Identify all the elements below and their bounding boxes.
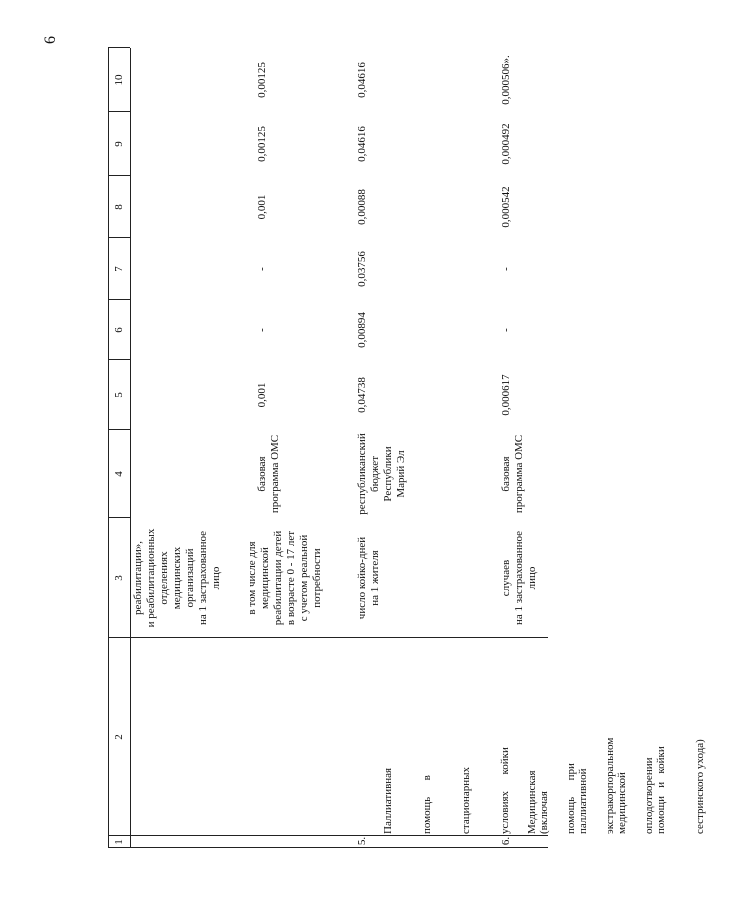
text-line: программа ОМС [513,434,525,514]
text-line: Паллиативная [382,767,394,834]
row-6-col5: 0,000617 [500,374,512,416]
text-line: организаций [184,548,196,608]
text-line: сестринского ухода) [694,739,706,834]
rotated-table [108,48,706,848]
text-line: на 1 застрахованное [513,531,525,626]
text-line: медицинских [171,546,183,610]
text-line: с учетом реальной [298,534,310,622]
text-line: республиканский [356,433,368,515]
text-line: паллиативной [577,768,589,834]
row-children-col5: 0,001 [256,382,268,408]
row-5-col5: 0,04738 [356,377,368,413]
text-line: (включая [538,791,550,834]
header-cell-1: 1 [113,839,125,845]
row-children-col6: - [256,328,268,332]
col-divider [108,835,548,836]
text-line: в возрасте 0 - 17 лет [285,530,297,626]
header-bottom-border [130,48,131,848]
text-line: лицо [526,566,538,590]
continuation-text [132,518,223,638]
row-children-source [256,430,282,518]
text-line: лицо [210,566,222,590]
header-cell-4: 4 [113,471,125,477]
text-line: на 1 жителя [369,550,381,606]
text-line: условиях койки [499,747,511,834]
header-cell-7: 7 [113,266,125,272]
text-line: базовая [500,456,512,492]
row-5-source [356,430,408,518]
page-number: 6 [42,36,59,44]
row-6-source [500,430,526,518]
text-line: реабилитации», [132,541,144,615]
text-line: отделениях [158,551,170,605]
text-line: медицинской [616,772,628,834]
row-5-number: 5. [356,836,368,846]
text-line: и реабилитационных [145,528,157,628]
row-children-indicator [246,518,324,638]
col-divider [108,847,548,848]
text-line: программа ОМС [269,434,281,514]
text-line: базовая [256,456,268,492]
row-6-col9: 0,000492 [500,123,512,165]
row-6-number: 6. [500,836,512,846]
text-line: помощи и койки [655,746,667,834]
text-line: стационарных [460,766,472,834]
row-6-col10: 0,000506». [500,55,512,105]
text-line: экстракорпоральном [604,737,616,834]
text-line: Марий Эл [395,450,407,498]
header-cell-9: 9 [113,141,125,147]
text-line: Республики [382,446,394,502]
header-cell-8: 8 [113,204,125,210]
row-6-col8: 0,000542 [500,186,512,228]
row-children-col7: - [256,267,268,271]
row-5-col7: 0,03756 [356,251,368,287]
row-5-col9: 0,04616 [356,126,368,162]
row-5-col6: 0,00894 [356,312,368,348]
text-line: случаев [500,559,512,597]
text-line: помощь в [421,775,433,834]
row-6-name [500,737,682,834]
text-line: потребности [311,548,323,608]
text-line: число койко-дней [356,536,368,620]
row-5-col8: 0,00088 [356,189,368,225]
row-6-indicator [500,518,539,638]
row-children-col9: 0,00125 [256,126,268,162]
header-cell-3: 3 [113,575,125,581]
row-6-col7: - [500,267,512,271]
header-cell-2: 2 [113,734,125,740]
row-children-col10: 0,00125 [256,62,268,98]
text-line: бюджет [369,456,381,492]
text-line: помощь при [565,763,577,834]
text-line: в том числе для [246,541,258,615]
header-cell-5: 5 [113,392,125,398]
text-line: оплодотворении [643,757,655,834]
row-children-col8: 0,001 [256,194,268,220]
text-line: реабилитации детей [272,530,284,626]
header-cell-10: 10 [113,74,125,86]
text-line: медицинской [259,547,271,609]
text-line: Медицинская [526,770,538,834]
header-cell-6: 6 [113,327,125,333]
row-6-col6: - [500,328,512,332]
text-line: на 1 застрахованное [197,531,209,626]
row-5-col10: 0,04616 [356,62,368,98]
row-5-indicator [356,518,382,638]
